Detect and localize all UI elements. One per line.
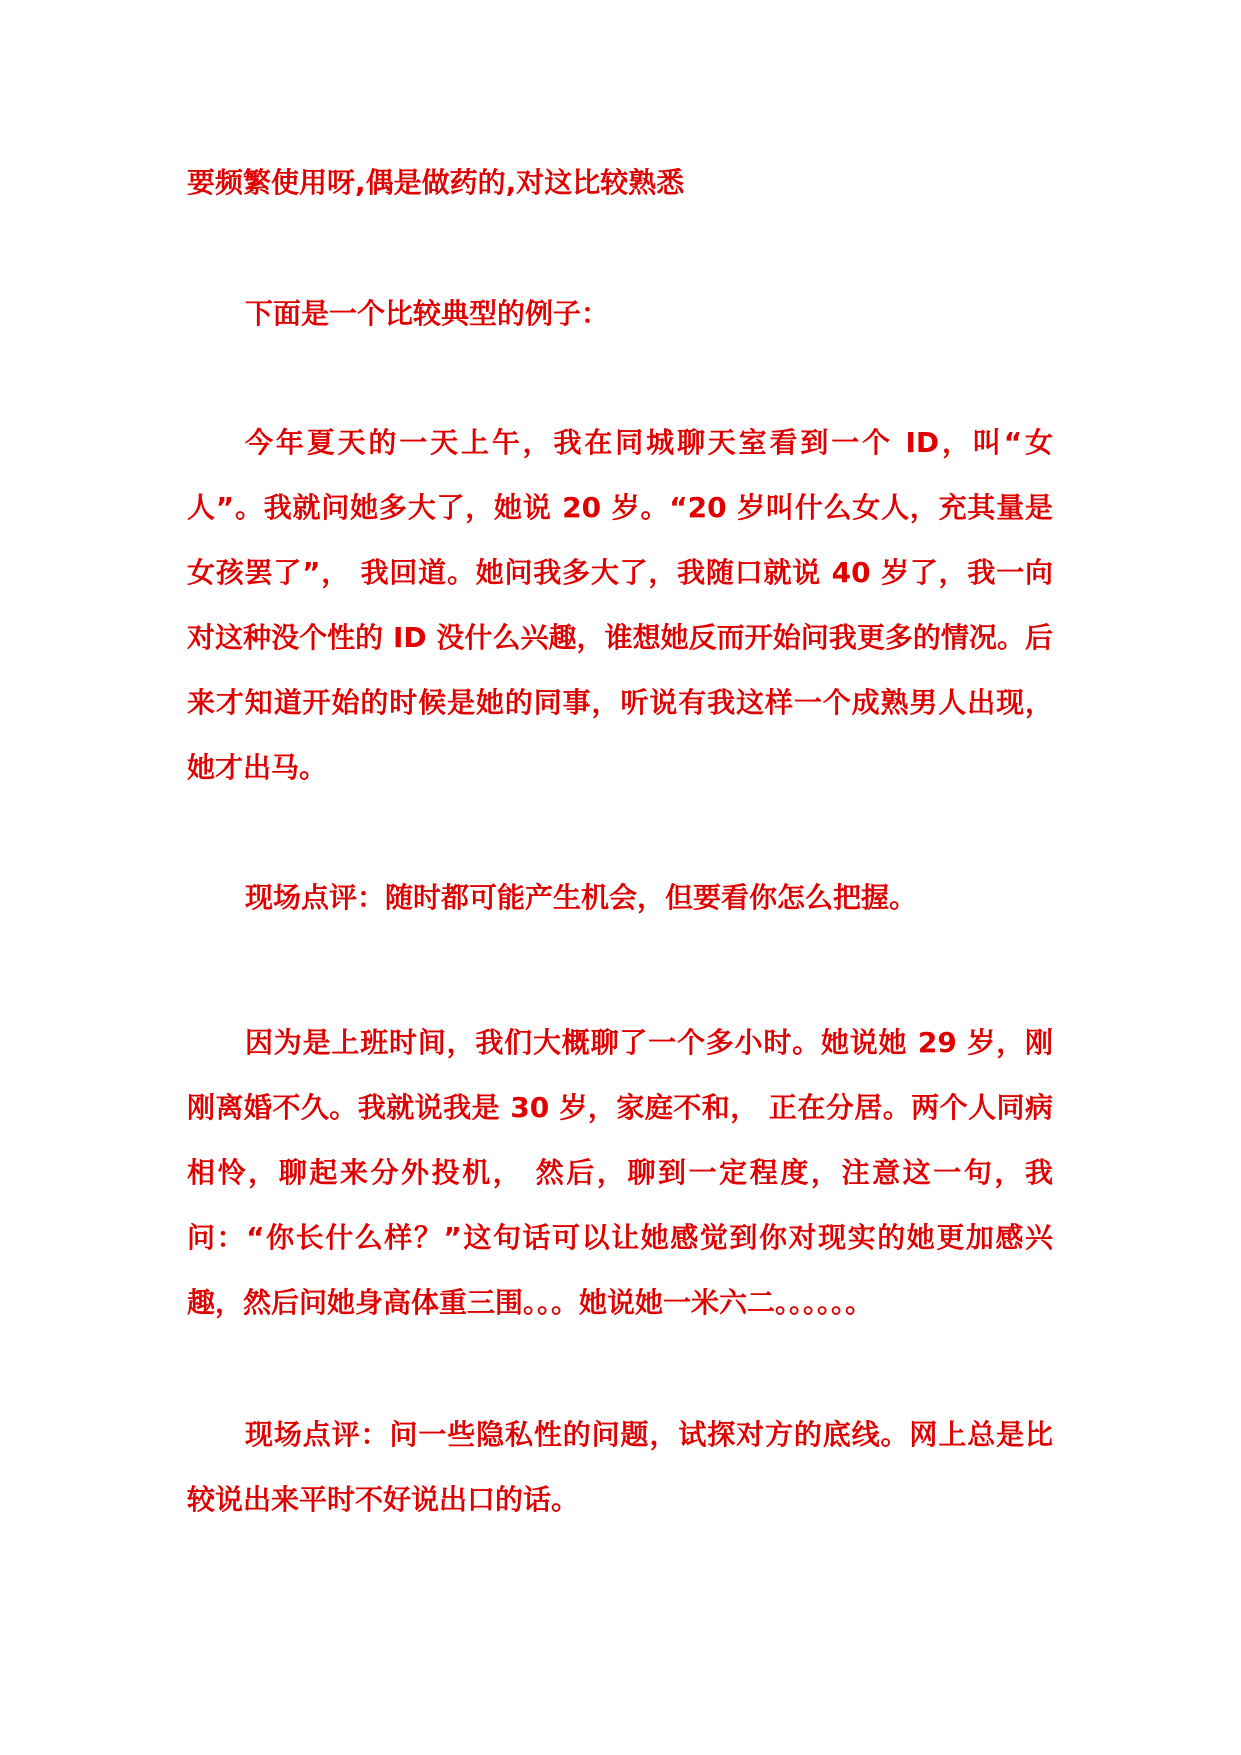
paragraph-intro: 要频繁使用呀,偶是做药的,对这比较熟悉	[187, 166, 685, 199]
paragraph-example-heading: 下面是一个比较典型的例子：	[245, 297, 610, 330]
paragraph-story-2: 因为是上班时间，我们大概聊了一个多小时。她说她 29 岁，刚刚离婚不久。我就说我是 30 岁，家庭不和， 正在分居。两个人同病相怜，聊起来分外投机， 然后，聊到一定程度，注意这一句，我问：“你长什么样？”这句话可以让她感觉到你对现实的她更加感兴趣，然后问她身高体重三围。。。她说她一米六二。。。。。。	[187, 1026, 1053, 1319]
paragraph-comment-1: 现场点评：随时都可能产生机会，但要看你怎么把握。	[245, 881, 918, 914]
paragraph-story-1: 今年夏天的一天上午，我在同城聊天室看到一个 ID，叫“女人”。我就问她多大了，她说 20 岁。“20 岁叫什么女人，充其量是女孩罢了”， 我回道。她问我多大了，我随口就说 40 岁了，我一向对这种没个性的 ID 没什么兴趣，谁想她反而开始问我更多的情况。后来才知道开始的时候是她的同事，听说有我这样一个成熟男人出现，她才出马。	[187, 426, 1053, 784]
paragraph-comment-2: 现场点评：问一些隐私性的问题，试探对方的底线。网上总是比较说出来平时不好说出口的话。	[187, 1418, 1053, 1516]
